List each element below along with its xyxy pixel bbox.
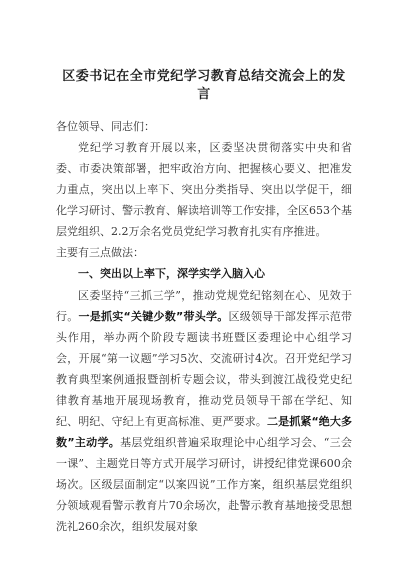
body-text-middle: 区级领导干部发挥示范带头作用，举办两个阶段专题读书班暨区委理论中心组学习会，开展“第一议题”学习5次、交流研讨4次。召开党纪学习教育典型案例通报暨剖析专题会议，带头到渡江战役党史纪律教育基地开展现场教育，推动党员领导干部在学纪、知纪、明纪、守纪上有更高标准、更严要求。 <box>56 310 353 428</box>
section-body <box>56 285 352 537</box>
body-text-end: 基层党组织普遍采取理论中心组学习会、“三会一课”、主题党日等方式开展学习研讨，讲授纪律党课600余场次。区级层面制定“以案四说”工作方案，组织基层党组织分领域观看警示教育片70余场次，赴警示教育基地接受思想洗礼260余次，组织发展对象 <box>56 436 352 533</box>
intro-paragraph: 党纪学习教育开展以来，区委坚决贯彻落实中央和省委、市委决策部署，把牢政治方向、把握核心要义、把准发力重点，突出以上率下、突出分类指导、突出以学促干，细化学习研讨、警示教育、解读培训等工作安排，全区653个基层党组织、2.2万余名党员党纪学习教育扎实有序推进。 <box>56 141 352 238</box>
body-text-start: 区委坚持“三抓三学”，推动党规党纪铭刻在心、见效于行。 <box>56 289 352 323</box>
salutation: 各位领导、同志们： <box>56 120 155 133</box>
emphasis-point-one: 一是抓实“关键少数”带头学。 <box>78 310 229 323</box>
document-title: 区委书记在全市党纪学习教育总结交流会上的发言 <box>62 69 346 102</box>
section-heading: 一、突出以上率下，深学实学入脑入心 <box>78 267 265 280</box>
emphasis-point-two: 二是抓紧“绝大多数”主动学。 <box>56 415 353 449</box>
lead-in: 主要有三点做法： <box>56 246 144 259</box>
